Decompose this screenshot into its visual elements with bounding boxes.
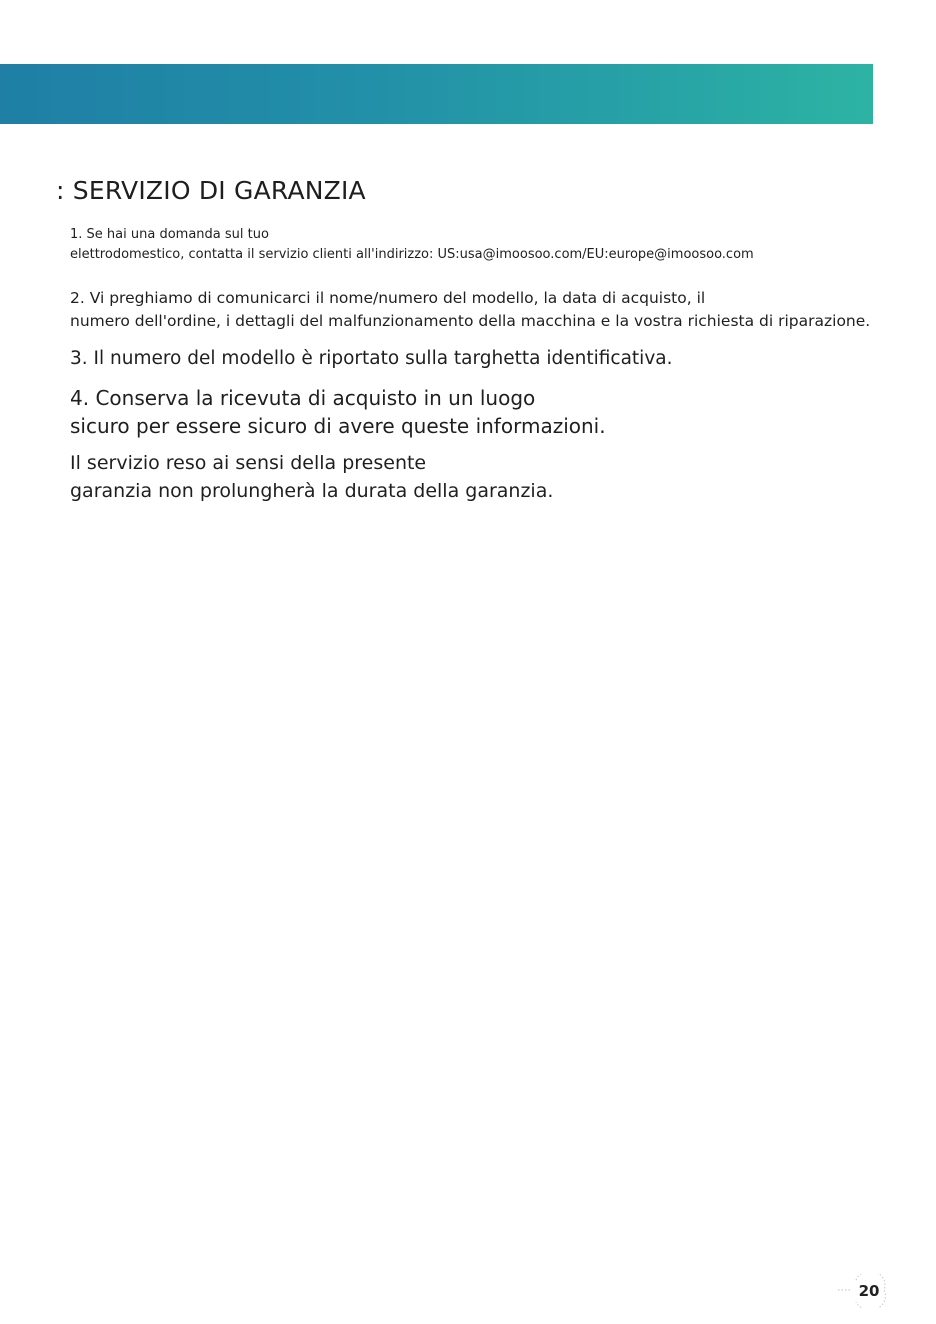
paragraph-line: numero dell'ordine, i dettagli del malfunzionamento della macchina e la vostra richiesta di riparazione. (70, 312, 871, 330)
paragraph-line: 4. Conserva la ricevuta di acquisto in un luogo (70, 386, 536, 410)
page-number: 20 (858, 1282, 880, 1300)
paragraph-line: 1. Se hai una domanda sul tuo (70, 227, 269, 242)
paragraph-line: sicuro per essere sicuro di avere queste informazioni. (70, 414, 606, 438)
paragraph-contact (70, 225, 754, 265)
paragraph-line: 3. Il numero del modello è riportato sulla targhetta identificativa. (70, 348, 673, 369)
paragraph-line: elettrodomestico, contatta il servizio clienti all'indirizzo: US:usa@imoosoo.com/EU:europe@imoosoo.com (70, 247, 754, 262)
paragraph-receipt (70, 384, 606, 440)
paragraph-warranty-duration (70, 449, 553, 505)
paragraph-line: Il servizio reso ai sensi della presente (70, 452, 427, 474)
paragraph-details (70, 287, 870, 333)
paragraph-model-number (70, 346, 672, 372)
paragraph-line: garanzia non prolungherà la durata della garanzia. (70, 480, 554, 502)
section-title: : SERVIZIO DI GARANZIA (56, 176, 366, 205)
paragraph-line: 2. Vi preghiamo di comunicarci il nome/numero del modello, la data di acquisto, il (70, 289, 706, 307)
header-band (0, 64, 873, 124)
